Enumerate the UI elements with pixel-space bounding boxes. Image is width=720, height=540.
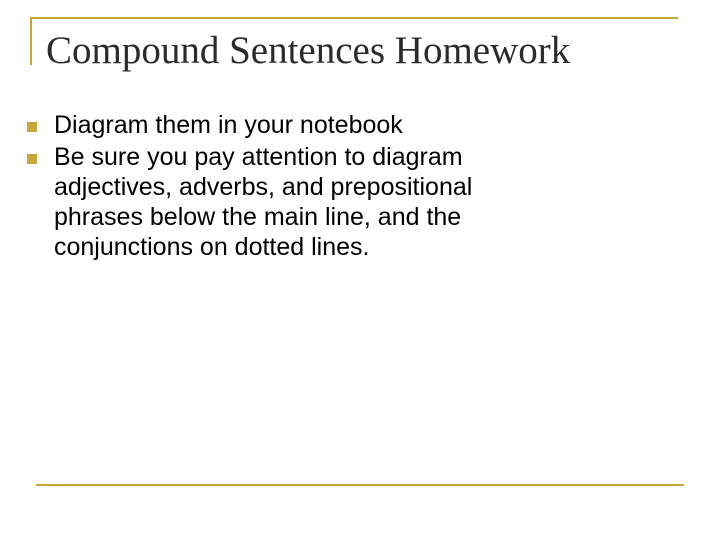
bullet-item (27, 110, 587, 140)
top-rule (30, 17, 678, 19)
left-rule (30, 17, 32, 65)
bullet-item (27, 142, 587, 262)
square-bullet-icon (27, 154, 37, 164)
slide-title: Compound Sentences Homework (46, 29, 571, 72)
bullet-text: Be sure you pay attention to diagram adjectives, adverbs, and prepositional phrases below the main line, and the conjunctions on dotted lines. (54, 143, 473, 261)
bullet-list (27, 110, 587, 264)
bottom-rule (36, 484, 684, 486)
square-bullet-icon (27, 122, 37, 132)
bullet-text: Diagram them in your notebook (54, 111, 403, 139)
